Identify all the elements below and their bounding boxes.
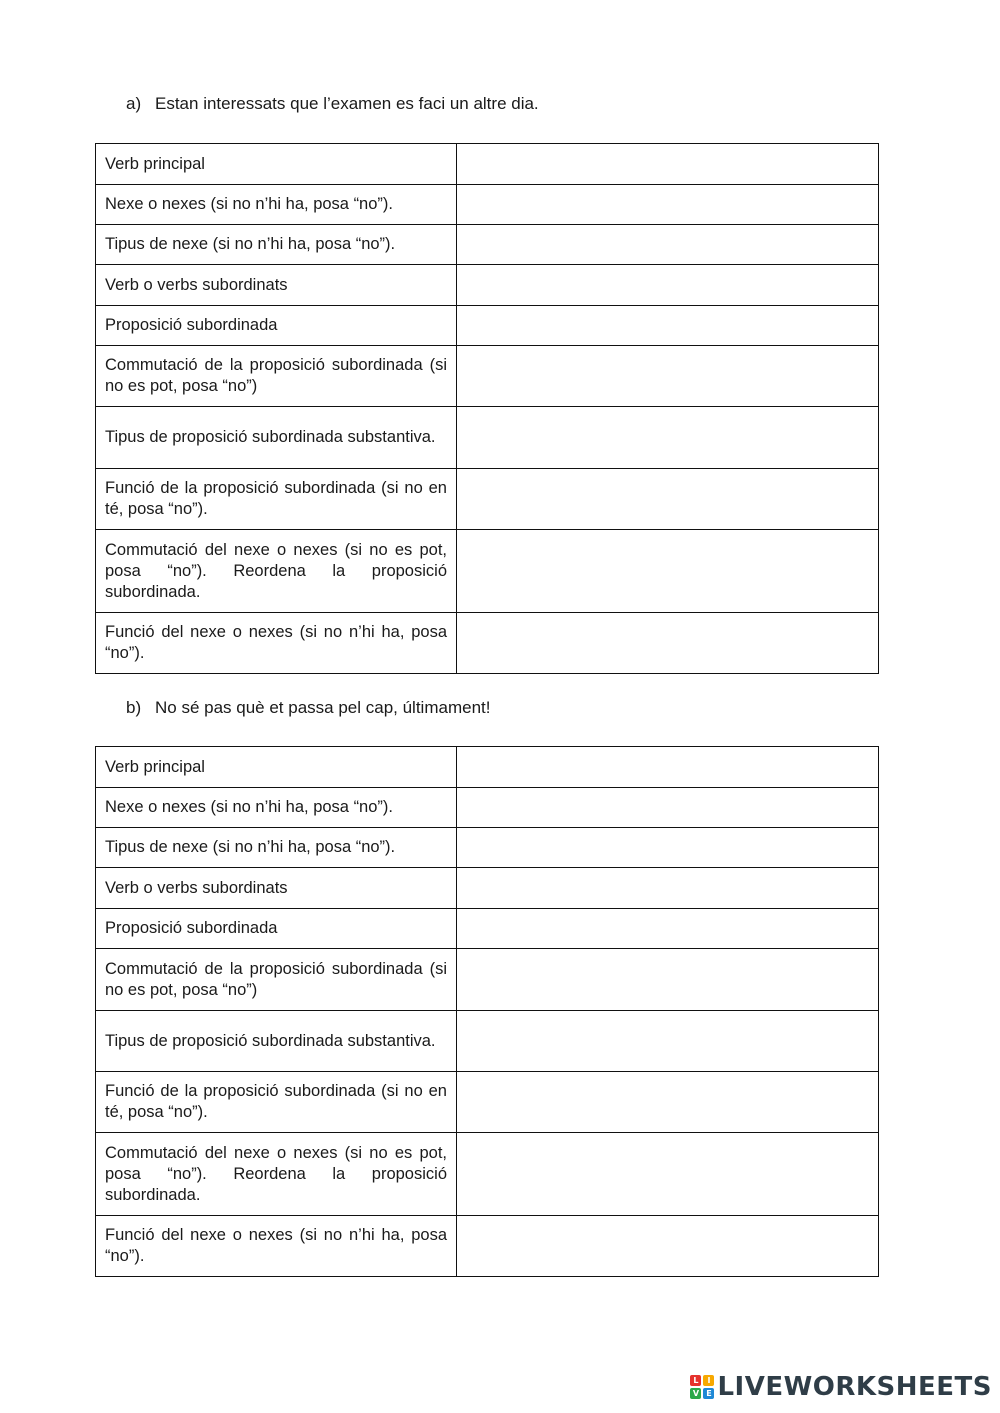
table-row: [96, 185, 879, 225]
exercise-a-prompt: [126, 94, 539, 114]
exercise-b-prompt: [126, 698, 490, 718]
row-label: Tipus de proposició subordinada substantiva.: [96, 1011, 457, 1072]
exercise-sentence: Estan interessats que l’examen es faci un altre dia.: [155, 94, 539, 113]
answer-cell[interactable]: [457, 1011, 879, 1072]
logo-blocks-icon: [690, 1375, 714, 1399]
table-row: [96, 469, 879, 530]
table-row: [96, 1216, 879, 1277]
table-row: [96, 530, 879, 613]
answer-cell[interactable]: [457, 828, 879, 868]
row-label: Commutació del nexe o nexes (si no es pot, posa “no”). Reordena la proposició subordinada.: [96, 530, 457, 613]
table-row: [96, 407, 879, 469]
row-label: Funció del nexe o nexes (si no n’hi ha, posa “no”).: [96, 613, 457, 674]
answer-cell[interactable]: [457, 530, 879, 613]
answer-cell[interactable]: [457, 265, 879, 306]
row-label: Funció de la proposició subordinada (si no en té, posa “no”).: [96, 1072, 457, 1133]
row-label: Verb o verbs subordinats: [96, 868, 457, 909]
table-row: [96, 788, 879, 828]
row-label: Proposició subordinada: [96, 909, 457, 949]
row-label: Tipus de nexe (si no n’hi ha, posa “no”).: [96, 828, 457, 868]
answer-cell[interactable]: [457, 747, 879, 788]
answer-cell[interactable]: [457, 1133, 879, 1216]
logo-text: LIVEWORKSHEETS: [717, 1372, 992, 1402]
answer-cell[interactable]: [457, 1072, 879, 1133]
logo-block: E: [703, 1388, 714, 1399]
table-row: [96, 346, 879, 407]
row-label: Nexe o nexes (si no n’hi ha, posa “no”).: [96, 788, 457, 828]
table-row: [96, 747, 879, 788]
table-row: [96, 949, 879, 1011]
table-row: [96, 265, 879, 306]
row-label: Tipus de proposició subordinada substantiva.: [96, 407, 457, 469]
logo-block: I: [703, 1375, 714, 1386]
answer-cell[interactable]: [457, 346, 879, 407]
answer-cell[interactable]: [457, 868, 879, 909]
row-label: Funció del nexe o nexes (si no n’hi ha, posa “no”).: [96, 1216, 457, 1277]
answer-cell[interactable]: [457, 225, 879, 265]
logo-block: L: [690, 1375, 701, 1386]
row-label: Tipus de nexe (si no n’hi ha, posa “no”).: [96, 225, 457, 265]
row-label: Proposició subordinada: [96, 306, 457, 346]
row-label: Verb o verbs subordinats: [96, 265, 457, 306]
answer-cell[interactable]: [457, 613, 879, 674]
table-row: [96, 868, 879, 909]
answer-cell[interactable]: [457, 306, 879, 346]
row-label: Verb principal: [96, 144, 457, 185]
table-row: [96, 306, 879, 346]
row-label: Commutació del nexe o nexes (si no es pot, posa “no”). Reordena la proposició subordinada.: [96, 1133, 457, 1216]
table-row: [96, 1072, 879, 1133]
row-label: Verb principal: [96, 747, 457, 788]
logo-block: V: [690, 1388, 701, 1399]
answer-cell[interactable]: [457, 909, 879, 949]
answer-cell[interactable]: [457, 788, 879, 828]
table-row: [96, 909, 879, 949]
answer-cell[interactable]: [457, 144, 879, 185]
table-row: [96, 144, 879, 185]
answer-cell[interactable]: [457, 407, 879, 469]
row-label: Nexe o nexes (si no n’hi ha, posa “no”).: [96, 185, 457, 225]
answer-cell[interactable]: [457, 185, 879, 225]
table-row: [96, 613, 879, 674]
answer-cell[interactable]: [457, 949, 879, 1011]
exercise-letter: b): [126, 698, 142, 717]
liveworksheets-logo: [690, 1367, 992, 1407]
table-row: [96, 225, 879, 265]
row-label: Funció de la proposició subordinada (si no en té, posa “no”).: [96, 469, 457, 530]
table-row: [96, 828, 879, 868]
answer-cell[interactable]: [457, 469, 879, 530]
answer-cell[interactable]: [457, 1216, 879, 1277]
table-row: [96, 1011, 879, 1072]
exercise-a-table: [95, 143, 879, 674]
exercise-b-table: [95, 746, 879, 1277]
exercise-sentence: No sé pas què et passa pel cap, últimament!: [155, 698, 491, 717]
row-label: Commutació de la proposició subordinada (si no es pot, posa “no”): [96, 346, 457, 407]
exercise-letter: a): [126, 94, 142, 113]
table-row: [96, 1133, 879, 1216]
row-label: Commutació de la proposició subordinada (si no es pot, posa “no”): [96, 949, 457, 1011]
